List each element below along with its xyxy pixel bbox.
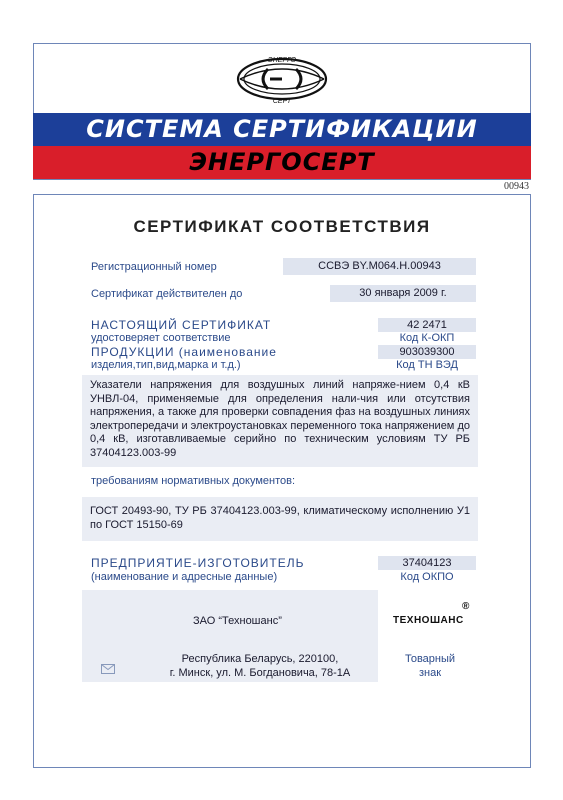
system-title-stripe: [33, 113, 531, 146]
logo-emblem-icon: [228, 51, 336, 107]
tnved-code-value: 903039300: [378, 345, 476, 359]
reg-number-value: ССВЭ BY.М064.Н.00943: [283, 258, 476, 275]
energosert-logo: [228, 51, 336, 107]
logo-bottom-text: СЕРТ: [272, 98, 292, 105]
product-subheading: изделия,тип,вид,марка и т.д.): [91, 359, 241, 371]
trademark-label: [385, 652, 475, 680]
envelope-icon: [101, 664, 115, 674]
okpo-code-value: 37404123: [378, 556, 476, 570]
brand-name: ТЕХНОШАНС: [393, 615, 464, 626]
trademark-line-1: Товарный: [404, 653, 456, 665]
reg-number-label: Регистрационный номер: [91, 261, 217, 273]
certificate-title: СЕРТИФИКАТ СООТВЕТСТВИЯ: [133, 217, 431, 236]
confirms-subheading: удостоверяет соответствие: [91, 332, 231, 344]
logo-top-text: ЭНЕРГО: [267, 57, 297, 64]
okp-code-label: Код К-ОКП: [399, 332, 455, 344]
requirements-label: требованиям нормативных документов:: [91, 475, 296, 487]
confirms-heading: НАСТОЯЩИЙ СЕРТИФИКАТ: [91, 318, 272, 332]
product-heading: ПРОДУКЦИИ (наименование: [91, 345, 277, 359]
system-name: ЭНЕРГОСЕРТ: [189, 148, 375, 176]
address-line-2: г. Минск, ул. М. Богдановича, 78-1А: [169, 667, 351, 679]
manufacturer-name: ЗАО “Техношанс”: [193, 615, 282, 627]
trademark-line-2: знак: [418, 667, 442, 679]
manufacturer-subheading: (наименование и адресные данные): [91, 571, 278, 583]
manufacturer-address: [142, 652, 378, 680]
okpo-code-label: Код ОКПО: [400, 571, 454, 583]
tnved-code-label: Код ТН ВЭД: [396, 359, 458, 371]
valid-until-value: 30 января 2009 г.: [330, 285, 476, 302]
manufacturer-heading: ПРЕДПРИЯТИЕ-ИЗГОТОВИТЕЛЬ: [91, 556, 305, 570]
blank-number: 00943: [504, 181, 529, 192]
system-title: СИСТЕМА СЕРТИФИКАЦИИ: [86, 115, 478, 143]
registered-mark: ®: [462, 601, 470, 612]
requirements-text: ГОСТ 20493-90, ТУ РБ 37404123.003-99, климатическому исполнению У1 по ГОСТ 15150-69: [82, 497, 478, 541]
address-line-1: Республика Беларусь, 220100,: [181, 653, 339, 665]
product-description: Указатели напряжения для воздушных линий напряже-нием 0,4 кВ УНВЛ-04, применяемые для определения нали-чия или отсутствия напряжения, а также для проверки совпадения фаз на воздушных линиях электропередачи и электроустановках переменного тока напряжением до 0,4 кВ, изготавливаемые серийно по техническим условиям ТУ РБ 37404123.003-99: [82, 375, 478, 467]
okp-code-value: 42 2471: [378, 318, 476, 332]
valid-until-label: Сертификат действителен до: [91, 288, 243, 300]
system-name-stripe: [33, 146, 531, 179]
